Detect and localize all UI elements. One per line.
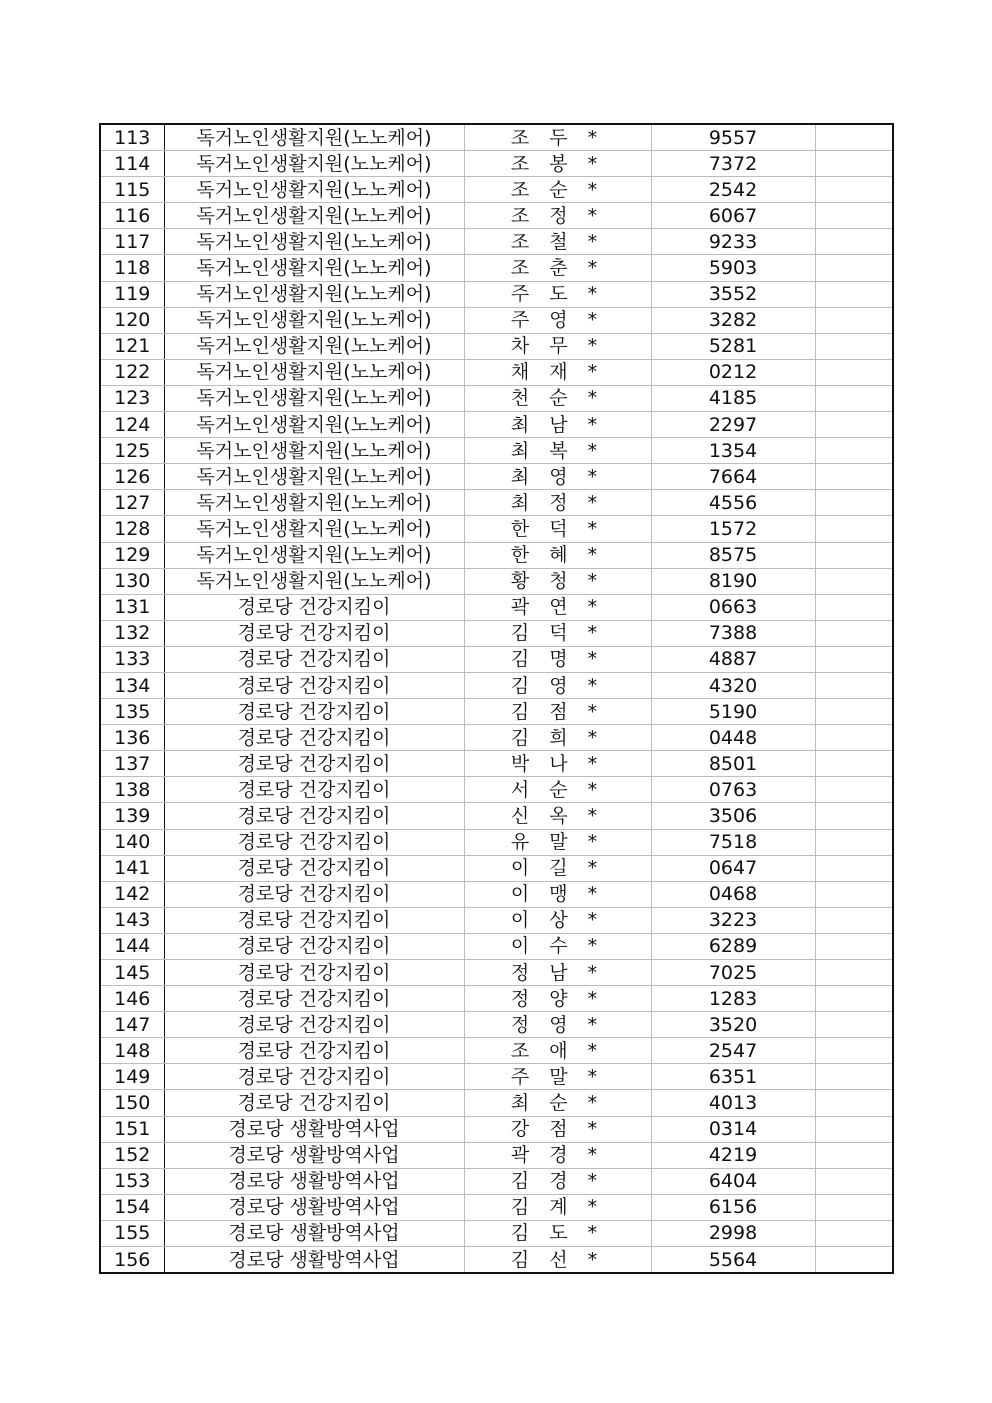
note-cell: [815, 803, 893, 829]
participant-name-cell: 김 명 *: [464, 646, 651, 672]
table-row: [100, 203, 893, 229]
note-cell: [815, 855, 893, 881]
note-cell: [815, 933, 893, 959]
row-number-cell: 125: [100, 438, 164, 464]
phone-suffix-cell: 7664: [651, 464, 815, 490]
phone-suffix-cell: 3223: [651, 907, 815, 933]
participant-name-cell: 김 영 *: [464, 672, 651, 698]
row-number-cell: 123: [100, 385, 164, 411]
program-cell: 경로당 건강지킴이: [164, 699, 464, 725]
phone-suffix-cell: 8501: [651, 751, 815, 777]
note-cell: [815, 568, 893, 594]
row-number-cell: 146: [100, 986, 164, 1012]
note-cell: [815, 699, 893, 725]
table-row: [100, 307, 893, 333]
row-number-cell: 155: [100, 1220, 164, 1246]
row-number-cell: 118: [100, 255, 164, 281]
phone-suffix-cell: 4887: [651, 646, 815, 672]
row-number-cell: 145: [100, 960, 164, 986]
table-row: [100, 907, 893, 933]
note-cell: [815, 203, 893, 229]
note-cell: [815, 333, 893, 359]
phone-suffix-cell: 5190: [651, 699, 815, 725]
table-row: [100, 333, 893, 359]
phone-suffix-cell: 2547: [651, 1038, 815, 1064]
phone-suffix-cell: 7372: [651, 151, 815, 177]
row-number-cell: 156: [100, 1247, 164, 1274]
phone-suffix-cell: 6351: [651, 1064, 815, 1090]
note-cell: [815, 907, 893, 933]
phone-suffix-cell: 9233: [651, 229, 815, 255]
phone-suffix-cell: 6067: [651, 203, 815, 229]
table-row: [100, 986, 893, 1012]
note-cell: [815, 255, 893, 281]
program-cell: 경로당 건강지킴이: [164, 829, 464, 855]
participant-name-cell: 강 점 *: [464, 1116, 651, 1142]
participant-name-cell: 김 희 *: [464, 725, 651, 751]
program-cell: 경로당 건강지킴이: [164, 1064, 464, 1090]
phone-suffix-cell: 4556: [651, 490, 815, 516]
phone-suffix-cell: 7025: [651, 960, 815, 986]
phone-suffix-cell: 0663: [651, 594, 815, 620]
program-cell: 경로당 건강지킴이: [164, 1012, 464, 1038]
note-cell: [815, 1142, 893, 1168]
note-cell: [815, 1064, 893, 1090]
participant-name-cell: 조 철 *: [464, 229, 651, 255]
table-row: [100, 1090, 893, 1116]
participant-name-cell: 천 순 *: [464, 385, 651, 411]
phone-suffix-cell: 1283: [651, 986, 815, 1012]
table-row: [100, 672, 893, 698]
row-number-cell: 153: [100, 1168, 164, 1194]
row-number-cell: 127: [100, 490, 164, 516]
row-number-cell: 147: [100, 1012, 164, 1038]
table-row: [100, 620, 893, 646]
row-number-cell: 136: [100, 725, 164, 751]
table-row: [100, 829, 893, 855]
participant-name-cell: 최 정 *: [464, 490, 651, 516]
program-cell: 경로당 건강지킴이: [164, 594, 464, 620]
note-cell: [815, 542, 893, 568]
participant-name-cell: 황 청 *: [464, 568, 651, 594]
row-number-cell: 142: [100, 881, 164, 907]
note-cell: [815, 1116, 893, 1142]
program-cell: 경로당 건강지킴이: [164, 620, 464, 646]
phone-suffix-cell: 1572: [651, 516, 815, 542]
participant-name-cell: 정 남 *: [464, 960, 651, 986]
participant-name-cell: 이 길 *: [464, 855, 651, 881]
phone-suffix-cell: 0763: [651, 777, 815, 803]
row-number-cell: 132: [100, 620, 164, 646]
program-cell: 독거노인생활지원(노노케어): [164, 307, 464, 333]
note-cell: [815, 490, 893, 516]
table-row: [100, 1064, 893, 1090]
program-cell: 경로당 생활방역사업: [164, 1168, 464, 1194]
table-row: [100, 516, 893, 542]
participant-name-cell: 김 도 *: [464, 1220, 651, 1246]
participant-name-cell: 이 수 *: [464, 933, 651, 959]
phone-suffix-cell: 4185: [651, 385, 815, 411]
phone-suffix-cell: 3520: [651, 1012, 815, 1038]
participant-name-cell: 김 덕 *: [464, 620, 651, 646]
table-row: [100, 1142, 893, 1168]
row-number-cell: 141: [100, 855, 164, 881]
program-cell: 독거노인생활지원(노노케어): [164, 229, 464, 255]
participant-name-cell: 조 애 *: [464, 1038, 651, 1064]
participant-name-cell: 조 두 *: [464, 124, 651, 151]
program-cell: 독거노인생활지원(노노케어): [164, 124, 464, 151]
participant-name-cell: 차 무 *: [464, 333, 651, 359]
participant-name-cell: 정 양 *: [464, 986, 651, 1012]
table-row: [100, 933, 893, 959]
note-cell: [815, 1038, 893, 1064]
program-cell: 경로당 건강지킴이: [164, 1038, 464, 1064]
program-cell: 경로당 생활방역사업: [164, 1194, 464, 1220]
table-row: [100, 803, 893, 829]
program-cell: 독거노인생활지원(노노케어): [164, 333, 464, 359]
table-row: [100, 881, 893, 907]
participant-name-cell: 조 정 *: [464, 203, 651, 229]
row-number-cell: 119: [100, 281, 164, 307]
row-number-cell: 116: [100, 203, 164, 229]
note-cell: [815, 229, 893, 255]
program-cell: 경로당 건강지킴이: [164, 855, 464, 881]
phone-suffix-cell: 4219: [651, 1142, 815, 1168]
phone-suffix-cell: 3552: [651, 281, 815, 307]
table-row: [100, 124, 893, 151]
row-number-cell: 113: [100, 124, 164, 151]
participant-name-cell: 김 점 *: [464, 699, 651, 725]
table-row: [100, 568, 893, 594]
program-cell: 경로당 생활방역사업: [164, 1220, 464, 1246]
table-row: [100, 960, 893, 986]
phone-suffix-cell: 6289: [651, 933, 815, 959]
table-row: [100, 229, 893, 255]
program-cell: 경로당 건강지킴이: [164, 960, 464, 986]
table-row: [100, 438, 893, 464]
row-number-cell: 120: [100, 307, 164, 333]
program-cell: 경로당 건강지킴이: [164, 986, 464, 1012]
row-number-cell: 149: [100, 1064, 164, 1090]
program-cell: 경로당 생활방역사업: [164, 1116, 464, 1142]
table-row: [100, 1038, 893, 1064]
phone-suffix-cell: 0314: [651, 1116, 815, 1142]
participant-table: [99, 123, 894, 1274]
participant-name-cell: 한 덕 *: [464, 516, 651, 542]
row-number-cell: 144: [100, 933, 164, 959]
note-cell: [815, 438, 893, 464]
note-cell: [815, 516, 893, 542]
program-cell: 독거노인생활지원(노노케어): [164, 203, 464, 229]
row-number-cell: 140: [100, 829, 164, 855]
note-cell: [815, 385, 893, 411]
table-row: [100, 1247, 893, 1274]
note-cell: [815, 777, 893, 803]
note-cell: [815, 1090, 893, 1116]
row-number-cell: 122: [100, 359, 164, 385]
note-cell: [815, 412, 893, 438]
note-cell: [815, 751, 893, 777]
table-row: [100, 1168, 893, 1194]
table-row: [100, 385, 893, 411]
note-cell: [815, 464, 893, 490]
phone-suffix-cell: 0448: [651, 725, 815, 751]
row-number-cell: 114: [100, 151, 164, 177]
phone-suffix-cell: 5281: [651, 333, 815, 359]
participant-name-cell: 이 맹 *: [464, 881, 651, 907]
participant-name-cell: 주 말 *: [464, 1064, 651, 1090]
row-number-cell: 137: [100, 751, 164, 777]
table-row: [100, 1116, 893, 1142]
phone-suffix-cell: 0468: [651, 881, 815, 907]
row-number-cell: 129: [100, 542, 164, 568]
table-row: [100, 464, 893, 490]
program-cell: 경로당 건강지킴이: [164, 881, 464, 907]
participant-name-cell: 곽 경 *: [464, 1142, 651, 1168]
participant-name-cell: 최 순 *: [464, 1090, 651, 1116]
participant-name-cell: 한 혜 *: [464, 542, 651, 568]
row-number-cell: 143: [100, 907, 164, 933]
note-cell: [815, 646, 893, 672]
table-row: [100, 412, 893, 438]
participant-name-cell: 조 춘 *: [464, 255, 651, 281]
participant-name-cell: 곽 연 *: [464, 594, 651, 620]
note-cell: [815, 1194, 893, 1220]
phone-suffix-cell: 8190: [651, 568, 815, 594]
row-number-cell: 135: [100, 699, 164, 725]
participant-name-cell: 최 복 *: [464, 438, 651, 464]
program-cell: 경로당 생활방역사업: [164, 1247, 464, 1274]
row-number-cell: 128: [100, 516, 164, 542]
program-cell: 경로당 건강지킴이: [164, 751, 464, 777]
participant-name-cell: 박 나 *: [464, 751, 651, 777]
note-cell: [815, 177, 893, 203]
note-cell: [815, 124, 893, 151]
row-number-cell: 139: [100, 803, 164, 829]
participant-name-cell: 이 상 *: [464, 907, 651, 933]
note-cell: [815, 1168, 893, 1194]
table-row: [100, 255, 893, 281]
program-cell: 독거노인생활지원(노노케어): [164, 438, 464, 464]
phone-suffix-cell: 2542: [651, 177, 815, 203]
note-cell: [815, 1220, 893, 1246]
participant-name-cell: 김 선 *: [464, 1247, 651, 1274]
phone-suffix-cell: 4320: [651, 672, 815, 698]
table-row: [100, 151, 893, 177]
participant-name-cell: 조 봉 *: [464, 151, 651, 177]
program-cell: 독거노인생활지원(노노케어): [164, 177, 464, 203]
row-number-cell: 138: [100, 777, 164, 803]
note-cell: [815, 620, 893, 646]
note-cell: [815, 725, 893, 751]
note-cell: [815, 359, 893, 385]
table-row: [100, 1220, 893, 1246]
phone-suffix-cell: 0647: [651, 855, 815, 881]
phone-suffix-cell: 4013: [651, 1090, 815, 1116]
participant-name-cell: 최 남 *: [464, 412, 651, 438]
table-row: [100, 490, 893, 516]
note-cell: [815, 960, 893, 986]
program-cell: 독거노인생활지원(노노케어): [164, 464, 464, 490]
program-cell: 경로당 건강지킴이: [164, 907, 464, 933]
table-row: [100, 177, 893, 203]
note-cell: [815, 1247, 893, 1274]
phone-suffix-cell: 8575: [651, 542, 815, 568]
phone-suffix-cell: 7518: [651, 829, 815, 855]
phone-suffix-cell: 1354: [651, 438, 815, 464]
program-cell: 경로당 건강지킴이: [164, 672, 464, 698]
table-body: [100, 124, 893, 1273]
participant-name-cell: 주 영 *: [464, 307, 651, 333]
note-cell: [815, 151, 893, 177]
table-row: [100, 855, 893, 881]
row-number-cell: 151: [100, 1116, 164, 1142]
phone-suffix-cell: 2998: [651, 1220, 815, 1246]
participant-name-cell: 최 영 *: [464, 464, 651, 490]
program-cell: 독거노인생활지원(노노케어): [164, 359, 464, 385]
phone-suffix-cell: 5903: [651, 255, 815, 281]
phone-suffix-cell: 2297: [651, 412, 815, 438]
table-row: [100, 1012, 893, 1038]
row-number-cell: 134: [100, 672, 164, 698]
note-cell: [815, 281, 893, 307]
program-cell: 독거노인생활지원(노노케어): [164, 281, 464, 307]
program-cell: 경로당 건강지킴이: [164, 1090, 464, 1116]
row-number-cell: 148: [100, 1038, 164, 1064]
table-row: [100, 751, 893, 777]
program-cell: 독거노인생활지원(노노케어): [164, 412, 464, 438]
phone-suffix-cell: 3282: [651, 307, 815, 333]
table-row: [100, 1194, 893, 1220]
participant-name-cell: 주 도 *: [464, 281, 651, 307]
row-number-cell: 154: [100, 1194, 164, 1220]
program-cell: 경로당 건강지킴이: [164, 646, 464, 672]
note-cell: [815, 1012, 893, 1038]
participant-name-cell: 서 순 *: [464, 777, 651, 803]
table-row: [100, 646, 893, 672]
program-cell: 독거노인생활지원(노노케어): [164, 542, 464, 568]
table-row: [100, 699, 893, 725]
note-cell: [815, 829, 893, 855]
program-cell: 독거노인생활지원(노노케어): [164, 255, 464, 281]
row-number-cell: 133: [100, 646, 164, 672]
program-cell: 경로당 생활방역사업: [164, 1142, 464, 1168]
row-number-cell: 131: [100, 594, 164, 620]
program-cell: 경로당 건강지킴이: [164, 725, 464, 751]
note-cell: [815, 986, 893, 1012]
participant-name-cell: 정 영 *: [464, 1012, 651, 1038]
row-number-cell: 117: [100, 229, 164, 255]
table-row: [100, 594, 893, 620]
program-cell: 독거노인생활지원(노노케어): [164, 385, 464, 411]
phone-suffix-cell: 6156: [651, 1194, 815, 1220]
table-row: [100, 281, 893, 307]
note-cell: [815, 672, 893, 698]
phone-suffix-cell: 9557: [651, 124, 815, 151]
table-row: [100, 777, 893, 803]
program-cell: 독거노인생활지원(노노케어): [164, 568, 464, 594]
participant-name-cell: 김 경 *: [464, 1168, 651, 1194]
program-cell: 독거노인생활지원(노노케어): [164, 490, 464, 516]
phone-suffix-cell: 7388: [651, 620, 815, 646]
row-number-cell: 126: [100, 464, 164, 490]
program-cell: 독거노인생활지원(노노케어): [164, 151, 464, 177]
phone-suffix-cell: 3506: [651, 803, 815, 829]
program-cell: 경로당 건강지킴이: [164, 777, 464, 803]
table-row: [100, 542, 893, 568]
participant-name-cell: 김 계 *: [464, 1194, 651, 1220]
note-cell: [815, 881, 893, 907]
note-cell: [815, 594, 893, 620]
row-number-cell: 115: [100, 177, 164, 203]
participant-name-cell: 유 말 *: [464, 829, 651, 855]
table-row: [100, 359, 893, 385]
phone-suffix-cell: 5564: [651, 1247, 815, 1274]
note-cell: [815, 307, 893, 333]
program-cell: 경로당 건강지킴이: [164, 803, 464, 829]
row-number-cell: 152: [100, 1142, 164, 1168]
participant-name-cell: 조 순 *: [464, 177, 651, 203]
row-number-cell: 121: [100, 333, 164, 359]
row-number-cell: 130: [100, 568, 164, 594]
phone-suffix-cell: 0212: [651, 359, 815, 385]
program-cell: 경로당 건강지킴이: [164, 933, 464, 959]
phone-suffix-cell: 6404: [651, 1168, 815, 1194]
participant-name-cell: 신 옥 *: [464, 803, 651, 829]
table-row: [100, 725, 893, 751]
program-cell: 독거노인생활지원(노노케어): [164, 516, 464, 542]
row-number-cell: 150: [100, 1090, 164, 1116]
row-number-cell: 124: [100, 412, 164, 438]
participant-name-cell: 채 재 *: [464, 359, 651, 385]
